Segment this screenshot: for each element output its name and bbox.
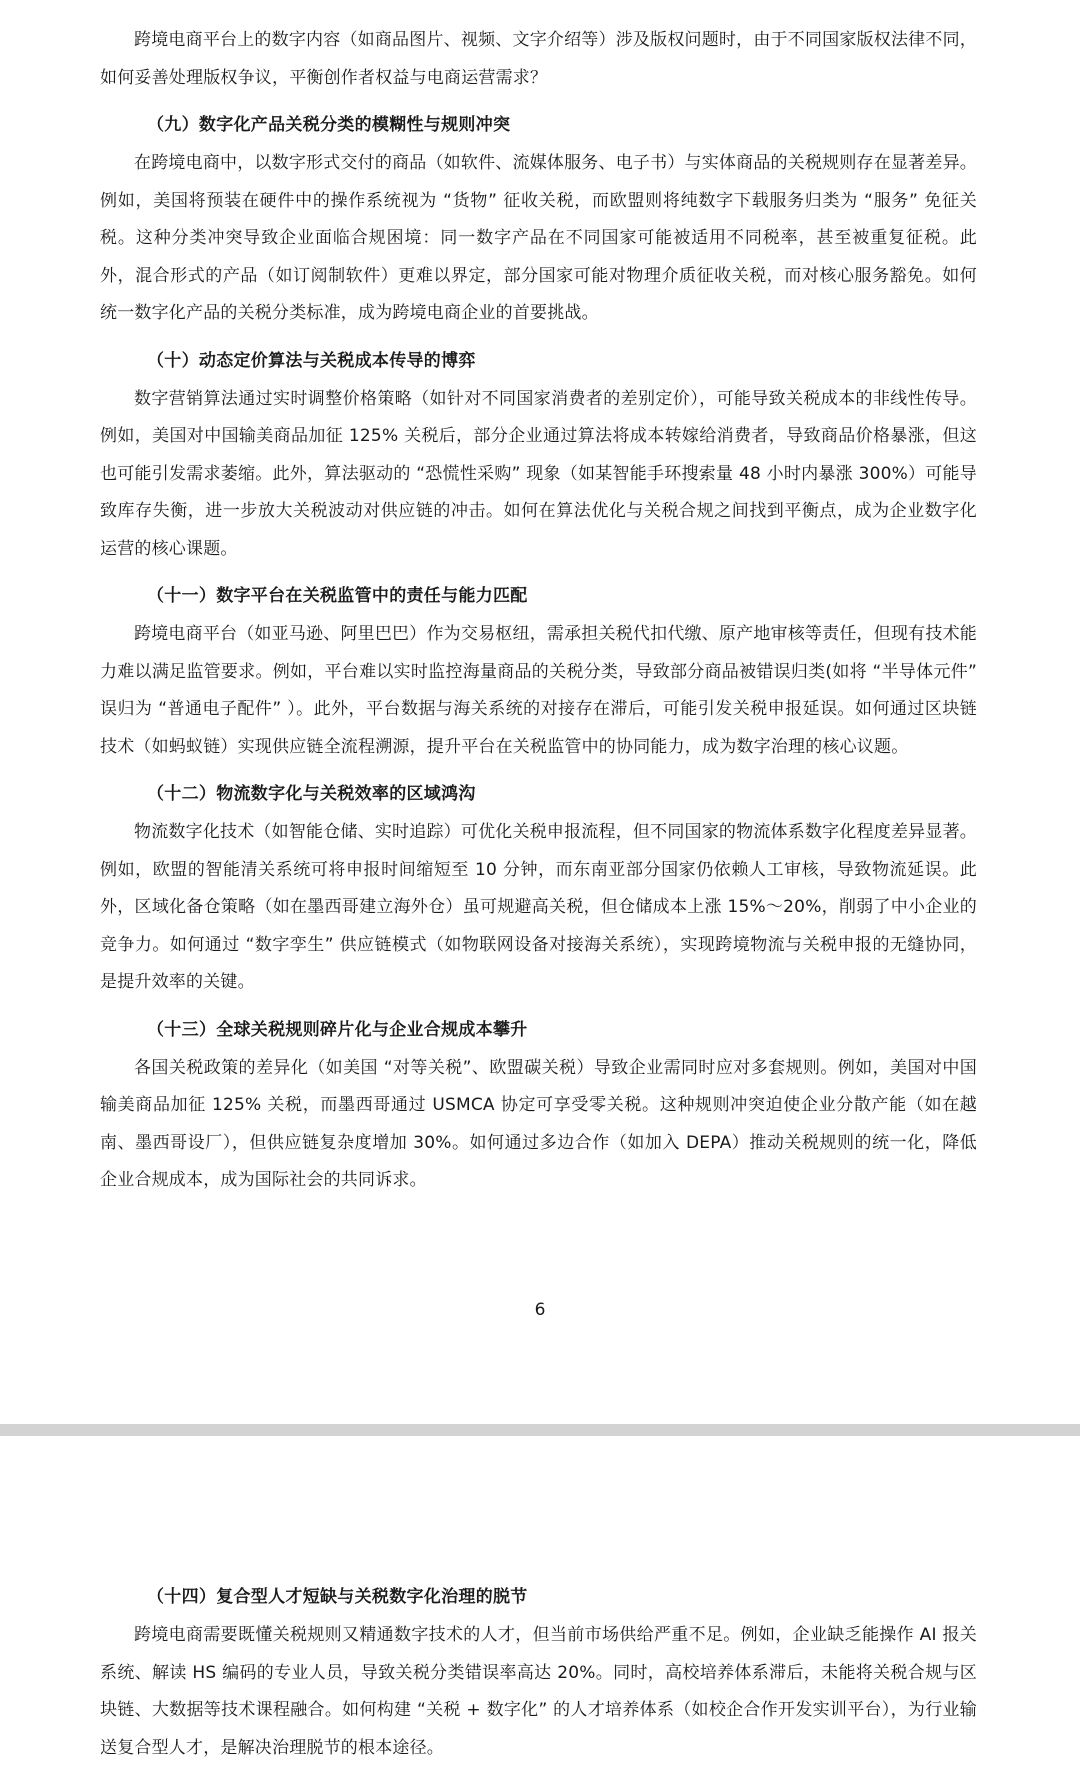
section-body: 数字营销算法通过实时调整价格策略（如针对不同国家消费者的差别定价），可能导致关税成本的非线性传导。例如，美国对中国输美商品加征 125% 关税后，部分企业通过算法将成本转嫁给消费者，导致商品价格暴涨，但这也可能引发需求萎缩。此外，算法驱动的 “恐慌性采购” 现象（如某智能手环搜索量 48 小时内暴涨 300%）可能导致库存失衡，进一步放大关税波动对供应链的冲击。如何在算法优化与关税合规之间找到平衡点，成为企业数字化运营的核心课题。 <box>100 388 977 559</box>
section-body: 跨境电商平台（如亚马逊、阿里巴巴）作为交易枢纽，需承担关税代扣代缴、原产地审核等责任，但现有技术能力难以满足监管要求。例如，平台难以实时监控海量商品的关税分类，导致部分商品被错误归类(如将 “半导体元件” 误归为 “普通电子配件” ）。此外，平台数据与海关系统的对接存在滞后，可能引发关税申报延误。如何通过区块链技术（如蚂蚁链）实现供应链全流程溯源，提升平台在关税监管中的协同能力，成为数字治理的核心议题。 <box>100 624 977 757</box>
section-11 <box>100 578 977 766</box>
section-body: 各国关税政策的差异化（如美国 “对等关税”、欧盟碳关税）导致企业需同时应对多套规则。例如，美国对中国输美商品加征 125% 关税，而墨西哥通过 USMCA 协定可享受零关税。这种规则冲突迫使企业分散产能（如在越南、墨西哥设厂），但供应链复杂度增加 30%。如何通过多边合作（如加入 DEPA）推动关税规则的统一化，降低企业合规成本，成为国际社会的共同诉求。 <box>100 1057 977 1190</box>
section-10 <box>100 343 977 569</box>
page-7-content <box>100 1569 977 1767</box>
intro-paragraph: 跨境电商平台上的数字内容（如商品图片、视频、文字介绍等）涉及版权问题时，由于不同国家版权法律不同，如何妥善处理版权争议，平衡创作者权益与电商运营需求？ <box>100 30 977 88</box>
page-6-content <box>100 22 977 1200</box>
section-heading: （十）动态定价算法与关税成本传导的博弈 <box>147 350 476 371</box>
section-heading: （十三）全球关税规则碎片化与企业合规成本攀升 <box>147 1019 528 1040</box>
section-body: 物流数字化技术（如智能仓储、实时追踪）可优化关税申报流程，但不同国家的物流体系数字化程度差异显著。例如，欧盟的智能清关系统可将申报时间缩短至 10 分钟，而东南亚部分国家仍依赖人工审核，导致物流延误。此外，区域化备仓策略（如在墨西哥建立海外仓）虽可规避高关税，但仓储成本上涨 15%～20%，削弱了中小企业的竞争力。如何通过 “数字孪生” 供应链模式（如物联网设备对接海关系统），实现跨境物流与关税申报的无缝协同，是提升效率的关键。 <box>100 822 977 992</box>
page-number: 6 <box>534 1300 546 1320</box>
section-13 <box>100 1012 977 1200</box>
section-heading: （九）数字化产品关税分类的模糊性与规则冲突 <box>147 115 511 135</box>
section-9 <box>100 107 977 333</box>
section-heading: （十二）物流数字化与关税效率的区域鸿沟 <box>147 784 476 804</box>
section-12 <box>100 776 977 1002</box>
section-body: 在跨境电商中，以数字形式交付的商品（如软件、流媒体服务、电子书）与实体商品的关税规则存在显著差异。例如，美国将预装在硬件中的操作系统视为 “货物” 征收关税，而欧盟则将纯数字下载服务归类为 “服务” 免征关税。这种分类冲突导致企业面临合规困境：同一数字产品在不同国家可能被适用不同税率，甚至被重复征税。此外，混合形式的产品（如订阅制软件）更难以界定，部分国家可能对物理介质征收关税，而对核心服务豁免。如何统一数字化产品的关税分类标准，成为跨境电商企业的首要挑战。 <box>100 153 977 323</box>
section-heading: （十一）数字平台在关税监管中的责任与能力匹配 <box>147 586 528 606</box>
page-separator <box>0 1424 1080 1436</box>
section-heading: （十四）复合型人才短缺与关税数字化治理的脱节 <box>147 1587 528 1607</box>
section-14 <box>100 1579 977 1767</box>
section-body: 跨境电商需要既懂关税规则又精通数字技术的人才，但当前市场供给严重不足。例如，企业缺乏能操作 AI 报关系统、解读 HS 编码的专业人员，导致关税分类错误率高达 20%。同时，高校培养体系滞后，未能将关税合规与区块链、大数据等技术课程融合。如何构建 “关税 + 数字化” 的人才培养体系（如校企合作开发实训平台），为行业输送复合型人才，是解决治理脱节的根本途径。 <box>100 1625 977 1758</box>
document-page-7 <box>0 1436 1080 1790</box>
